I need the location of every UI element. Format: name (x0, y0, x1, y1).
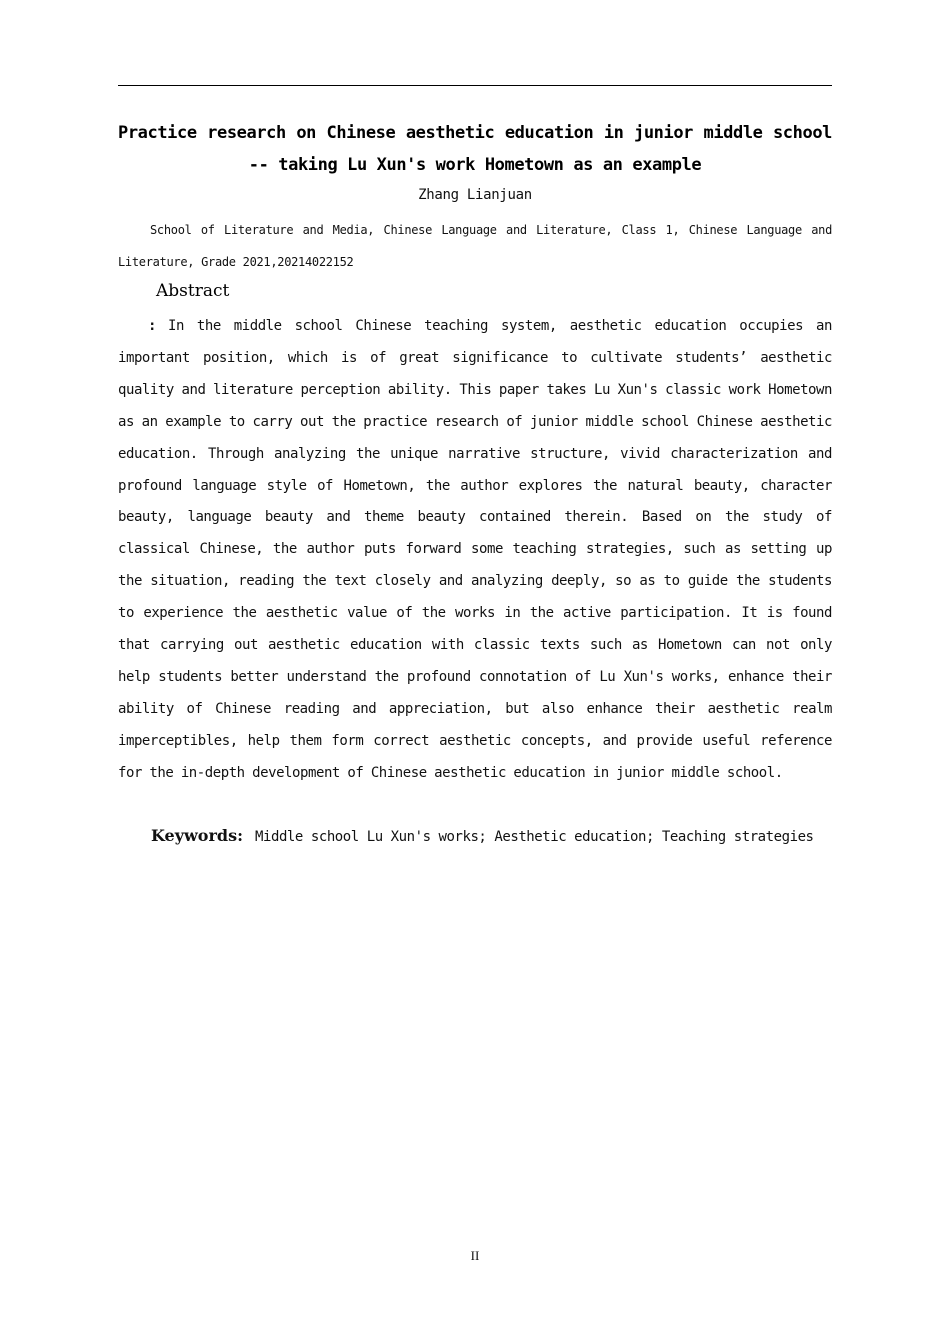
keywords-label: Keywords: (151, 826, 244, 845)
abstract-body (118, 311, 832, 790)
affiliation-text: School of Literature and Media, Chinese Language and Literature, Class 1, Chinese Language and Literature, Grade 2021,20214022152 (118, 223, 832, 269)
abstract-text: In the middle school Chinese teaching system, aesthetic education occupies an important position, which is of great significance to cultivate students’ aesthetic quality and literature perception ability. This paper takes Lu Xun's classic work Hometown as an example to carry out the practice research of junior middle school Chinese aesthetic education. Through analyzing the unique narrative structure, vivid characterization and profound language style of Hometown, the author explores the natural beauty, character beauty, language beauty and theme beauty contained therein. Based on the study of classical Chinese, the author puts forward some teaching strategies, such as setting up the situation, reading the text closely and analyzing deeply, so as to guide the students to experience the aesthetic value of the works in the active participation. It is found that carrying out aesthetic education with classic texts such as Hometown can not only help students better understand the profound connotation of Lu Xun's works, enhance their ability of Chinese reading and appreciation, but also enhance their aesthetic realm imperceptibles, help them form correct aesthetic concepts, and provide useful reference for the in-depth development of Chinese aesthetic education in junior middle school. (118, 318, 832, 781)
page-number: II (470, 1248, 480, 1263)
keywords-text: Middle school Lu Xun's works; Aesthetic education; Teaching strategies (255, 829, 814, 845)
author-affiliation (118, 214, 832, 278)
abstract-heading: Abstract (156, 281, 230, 301)
abstract-colon: : (148, 318, 156, 334)
author-name: Zhang Lianjuan (418, 187, 532, 203)
keywords-block (118, 820, 832, 853)
title-line-2: -- taking Lu Xun's work Hometown as an example (248, 155, 702, 175)
header-rule (118, 85, 832, 86)
paper-title (118, 117, 832, 181)
title-line-1: Practice research on Chinese aesthetic education in junior middle school (118, 123, 832, 143)
